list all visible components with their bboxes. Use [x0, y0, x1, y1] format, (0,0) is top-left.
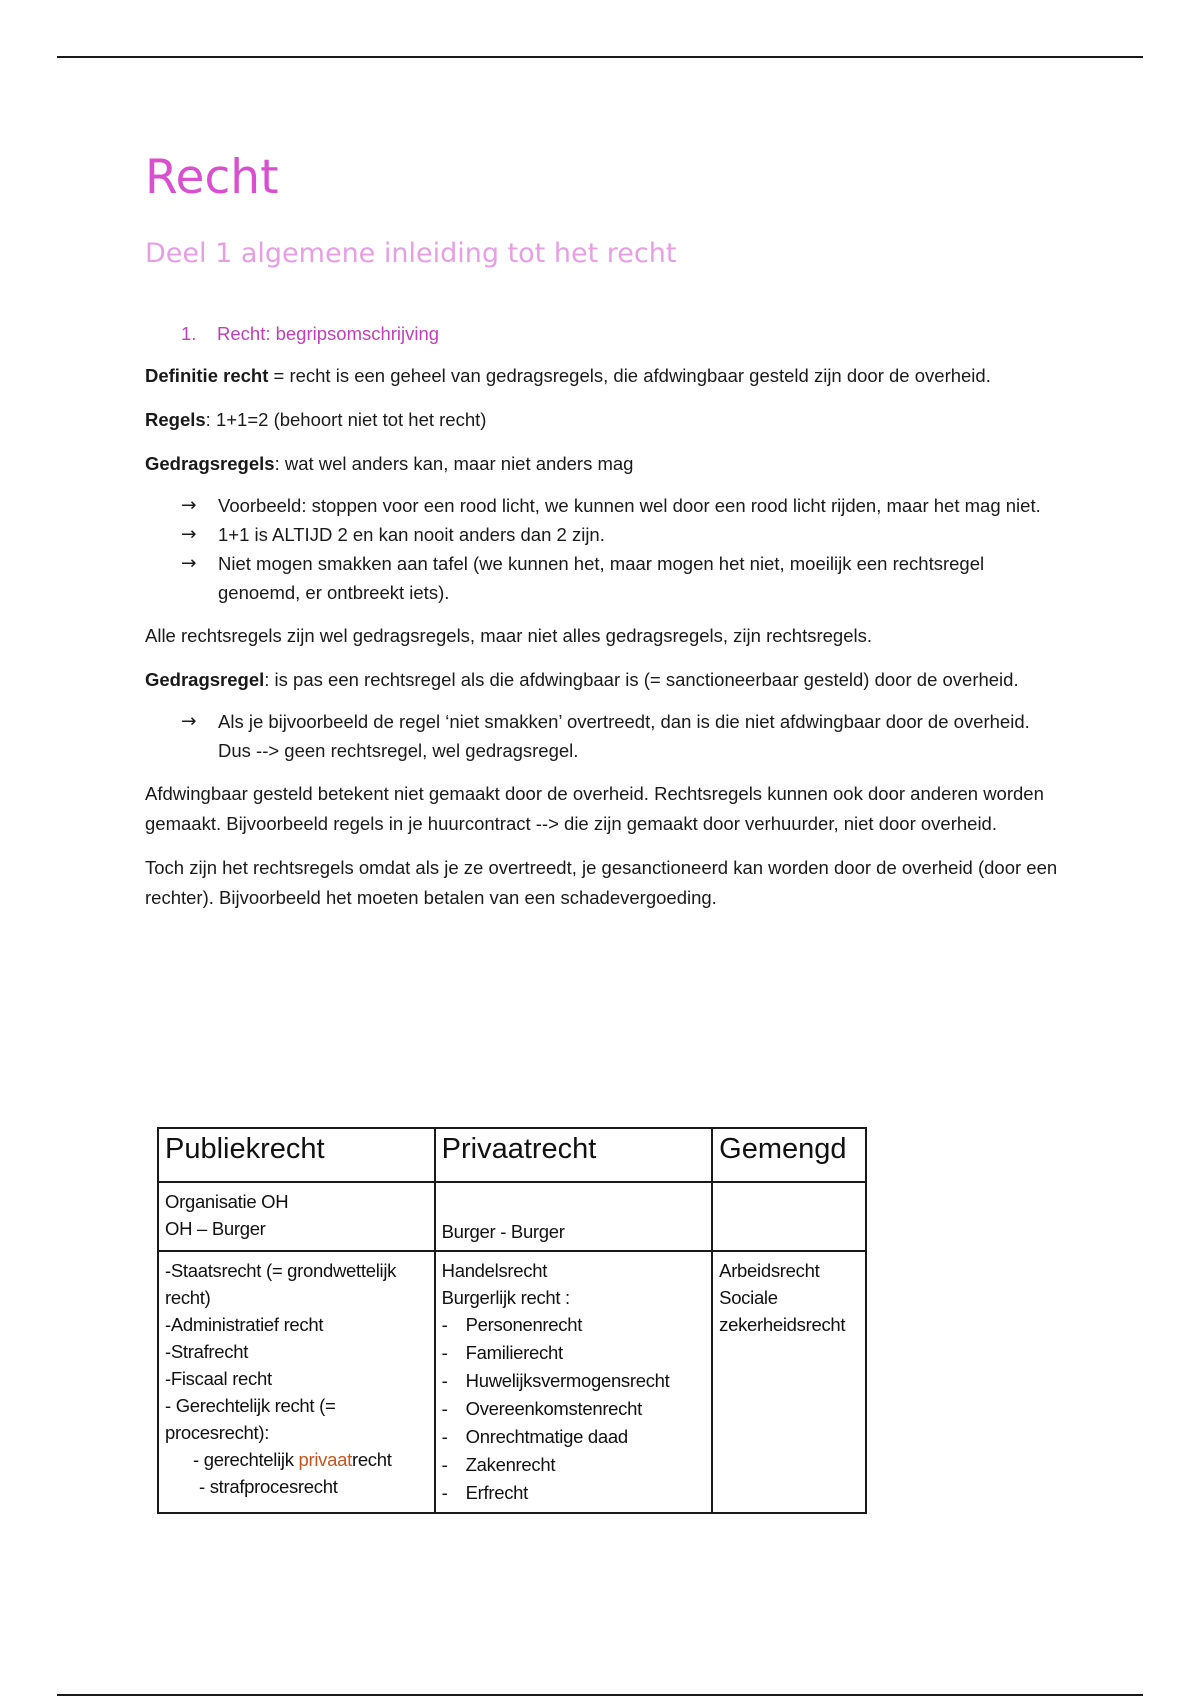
arrow-icon: → — [181, 711, 197, 732]
cell-text: -Fiscaal recht — [165, 1368, 272, 1389]
gedragsregel-term: Gedragsregel — [145, 669, 265, 690]
gedragsregel-paragraph — [145, 665, 1065, 695]
arrow-icon: → — [181, 553, 197, 574]
cell-subitem — [165, 1446, 428, 1473]
gedragsregel-text: : is pas een rechtsregel als die afdwingbaar is (= sanctioneerbaar gesteld) door de overheid. — [264, 669, 1019, 690]
gedragsregels-text: : wat wel anders kan, maar niet anders mag — [274, 453, 634, 474]
cell-text: - gerechtelijk — [193, 1449, 299, 1470]
document-body — [145, 145, 1065, 913]
table-row — [158, 1251, 866, 1513]
list-item: - Overeenkomstenrecht — [442, 1395, 706, 1423]
regels-paragraph — [145, 405, 1065, 435]
definitie-term: Definitie recht — [145, 365, 269, 386]
law-classification-table — [157, 1127, 867, 1514]
page-subtitle: Deel 1 algemene inleiding tot het recht — [145, 238, 677, 269]
cell-text: - Gerechtelijk recht (= procesrecht): — [165, 1395, 336, 1443]
page-title: Recht — [145, 150, 279, 205]
cell-privaat-relation — [435, 1182, 713, 1251]
list-item-text: Voorbeeld: stoppen voor een rood licht, we kunnen wel door een rood licht rijden, maar het mag niet. — [218, 495, 1041, 516]
list-item: - Huwelijksvermogensrecht — [442, 1367, 706, 1395]
list-item: - Erfrecht — [442, 1479, 706, 1507]
list-item: - Personenrecht — [442, 1311, 706, 1339]
list-item: - Familierecht — [442, 1339, 706, 1367]
regels-text: : 1+1=2 (behoort niet tot het recht) — [205, 409, 487, 430]
cell-text: Sociale zekerheidsrecht — [719, 1287, 846, 1335]
list-item: - Onrechtmatige daad — [442, 1423, 706, 1451]
cell-text: recht — [351, 1449, 392, 1470]
bullet-list-1 — [145, 491, 1065, 607]
list-item — [145, 707, 1065, 765]
bullet-list-2 — [145, 707, 1065, 765]
cell-text: Burger - Burger — [441, 1221, 565, 1242]
cell-text: -Strafrecht — [165, 1341, 249, 1362]
top-rule — [57, 56, 1143, 58]
cell-gemengd-items — [712, 1251, 866, 1513]
list-item-text: Niet mogen smakken aan tafel (we kunnen het, maar mogen het niet, moeilijk een rechtsregel genoemd, er ontbreekt iets). — [218, 553, 985, 603]
section-label: Recht: begripsomschrijving — [217, 323, 440, 344]
arrow-icon: → — [181, 524, 197, 545]
bottom-rule — [57, 1694, 1143, 1696]
cell-text: Burgerlijk recht : — [441, 1287, 570, 1308]
section-heading — [145, 321, 1065, 347]
list-item — [145, 520, 1065, 549]
cell-text: -Staatsrecht (= grondwettelijk recht) — [165, 1260, 397, 1308]
cell-text: OH – Burger — [165, 1218, 266, 1239]
afdwingbaar-paragraph: Afdwingbaar gesteld betekent niet gemaakt door de overheid. Rechtsregels kunnen ook door anderen worden gemaakt. Bijvoorbeeld regels in je huurcontract --> die zijn gemaakt door verhuurder, niet door overheid. — [145, 783, 1044, 834]
table-row — [158, 1182, 866, 1251]
arrow-icon: → — [181, 495, 197, 516]
highlighted-text: privaat — [298, 1449, 352, 1470]
list-item-text: Als je bijvoorbeeld de regel ‘niet smakken’ overtreedt, dan is die niet afdwingbaar door de overheid. Dus --> geen rechtsregel, wel gedragsregel. — [218, 711, 1030, 761]
cell-text: -Administratief recht — [165, 1314, 324, 1335]
table-header-row — [158, 1128, 866, 1182]
alle-rechtsregels-paragraph: Alle rechtsregels zijn wel gedragsregels, maar niet alles gedragsregels, zijn rechtsregels. — [145, 625, 872, 646]
toch-paragraph: Toch zijn het rechtsregels omdat als je ze overtreedt, je gesanctioneerd kan worden door de overheid (door een rechter). Bijvoorbeeld het moeten betalen van een schadevergoeding. — [145, 857, 1058, 908]
gedragsregels-term: Gedragsregels — [145, 453, 275, 474]
definitie-paragraph — [145, 361, 1065, 391]
list-item — [145, 549, 1065, 607]
list-item: - Zakenrecht — [442, 1451, 706, 1479]
regels-term: Regels — [145, 409, 206, 430]
definitie-text: = recht is een geheel van gedragsregels, die afdwingbaar gesteld zijn door de overheid. — [268, 365, 991, 386]
cell-publiek-items — [158, 1251, 435, 1513]
cell-text: Arbeidsrecht — [719, 1260, 820, 1281]
section-number: 1. — [181, 323, 197, 344]
cell-privaat-items — [435, 1251, 713, 1513]
list-item-text: 1+1 is ALTIJD 2 en kan nooit anders dan 2 zijn. — [218, 524, 605, 545]
cell-gemengd-relation — [712, 1182, 866, 1251]
cell-text: Handelsrecht — [441, 1260, 548, 1281]
header-gemengd: Gemengd — [712, 1128, 866, 1182]
cell-publiek-relation — [158, 1182, 435, 1251]
cell-text: Organisatie OH — [165, 1191, 289, 1212]
header-privaatrecht: Privaatrecht — [435, 1128, 713, 1182]
list-item — [145, 491, 1065, 520]
header-publiekrecht: Publiekrecht — [158, 1128, 435, 1182]
cell-subitem: - strafprocesrecht — [199, 1476, 338, 1497]
gedragsregels-paragraph — [145, 449, 1065, 479]
